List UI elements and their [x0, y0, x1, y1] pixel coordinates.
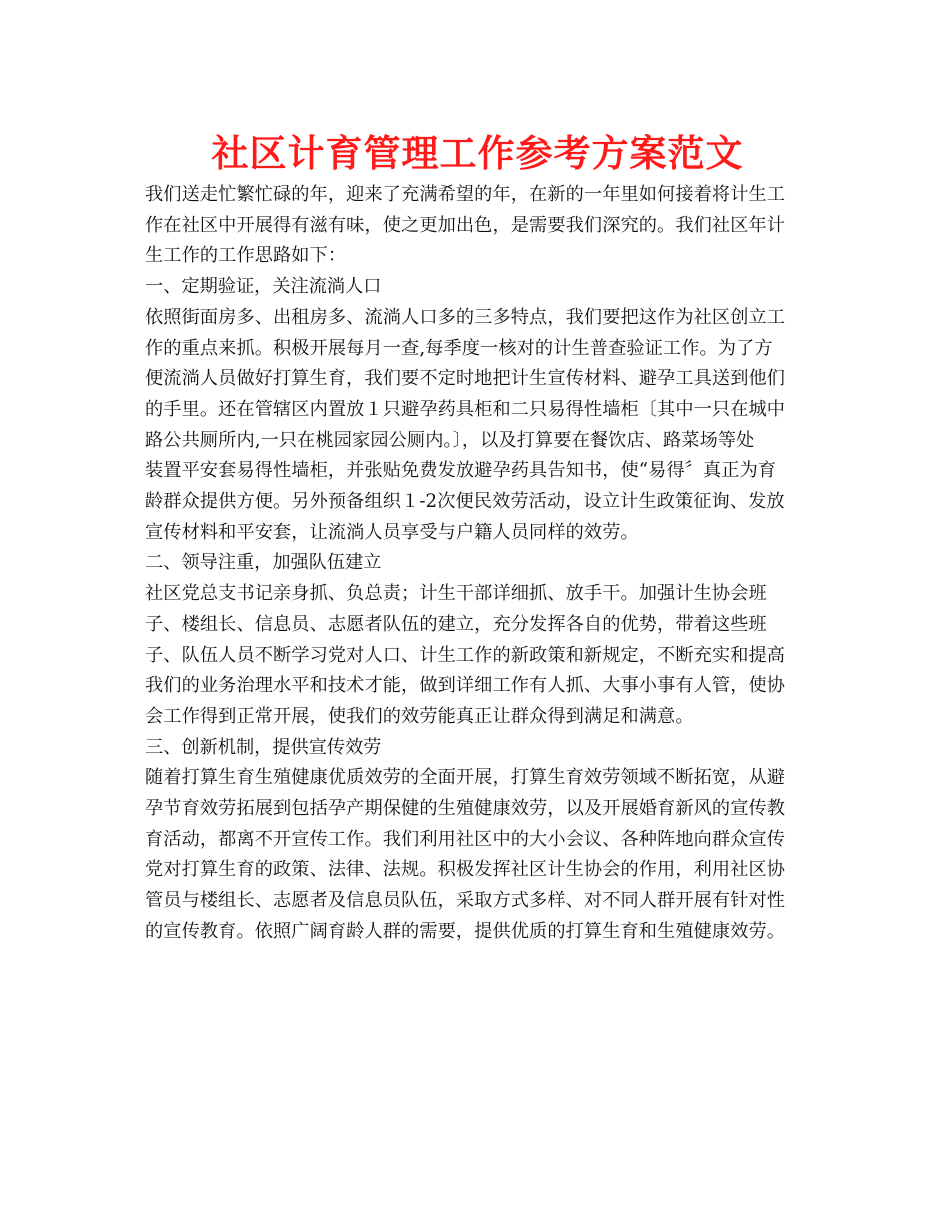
- intro-line: 作在社区中开展得有滋有味，使之更加出色，是需要我们深究的。我们社区年计: [145, 214, 786, 236]
- section-1-line: 路公共厕所内,一只在桃园家园公厕内。〕，以及打算要在餐饮店、路菜场等处: [145, 429, 755, 451]
- section-2-line: 我们的业务治理水平和技术才能，做到详细工作有人抓、大事小事有人管，使协: [145, 675, 786, 697]
- section-2-line: 子、楼组长、信息员、志愿者队伍的建立，充分发挥各自的优势，带着这些班: [145, 613, 767, 635]
- section-3-line: 管员与楼组长、志愿者及信息员队伍，采取方式多样、对不同人群开展有针对性: [145, 890, 786, 912]
- section-heading-2: 二、领导注重，加强队伍建立: [145, 552, 382, 574]
- section-1-line: 宣传材料和平安套，让流淌人员享受与户籍人员同样的效劳。: [145, 521, 639, 543]
- section-2-line: 子、队伍人员不断学习党对人口、计生工作的新政策和新规定，不断充实和提高: [145, 644, 786, 666]
- document-body: [145, 180, 810, 948]
- document-page: [145, 128, 810, 948]
- section-3-line: 的宣传教育。依照广阔育龄人群的需要，提供优质的打算生育和生殖健康效劳。: [145, 920, 786, 942]
- intro-line: 我们送走忙繁忙碌的年，迎来了充满希望的年，在新的一年里如何接着将计生工: [145, 184, 786, 205]
- section-heading-1: 一、定期验证，关注流淌人口: [145, 276, 382, 298]
- section-1-line: 装置平安套易得性墙柜，并张贴免费发放避孕药具告知书，使“易得〞真正为育: [145, 460, 777, 482]
- section-3-line: 党对打算生育的政策、法律、法规。积极发挥社区计生协会的作用，利用社区协: [145, 859, 786, 881]
- document-title: 社区计育管理工作参考方案范文: [211, 132, 744, 175]
- section-3-line: 随着打算生育生殖健康优质效劳的全面开展，打算生育效劳领域不断拓宽，从避: [145, 767, 786, 789]
- intro-line: 生工作的工作思路如下：: [145, 245, 347, 267]
- section-3-line: 育活动，都离不开宣传工作。我们利用社区中的大小会议、各种阵地向群众宣传: [145, 828, 786, 850]
- section-2-line: 社区党总支书记亲身抓、负总责；计生干部详细抓、放手干。加强计生协会班: [145, 583, 767, 605]
- section-heading-3: 三、创新机制，提供宣传效劳: [145, 736, 382, 758]
- section-3-line: 孕节育效劳拓展到包括孕产期保健的生殖健康效劳，以及开展婚育新风的宣传教: [145, 798, 786, 820]
- section-1-line: 的手里。还在管辖区内置放１只避孕药具柜和二只易得性墙柜〔其中一只在城中: [145, 398, 786, 420]
- section-1-line: 龄群众提供方便。另外预备组织１-2次便民效劳活动，设立计生政策征询、发放: [145, 491, 785, 513]
- section-1-line: 作的重点来抓。积极开展每月一查,每季度一核对的计生普查验证工作。为了方: [145, 337, 773, 359]
- section-2-line: 会工作得到正常开展，使我们的效劳能真正让群众得到满足和满意。: [145, 705, 694, 727]
- section-1-line: 依照街面房多、出租房多、流淌人口多的三多特点，我们要把这作为社区创立工: [145, 306, 786, 328]
- section-1-line: 便流淌人员做好打算生育，我们要不定时地把计生宣传材料、避孕工具送到他们: [145, 368, 786, 390]
